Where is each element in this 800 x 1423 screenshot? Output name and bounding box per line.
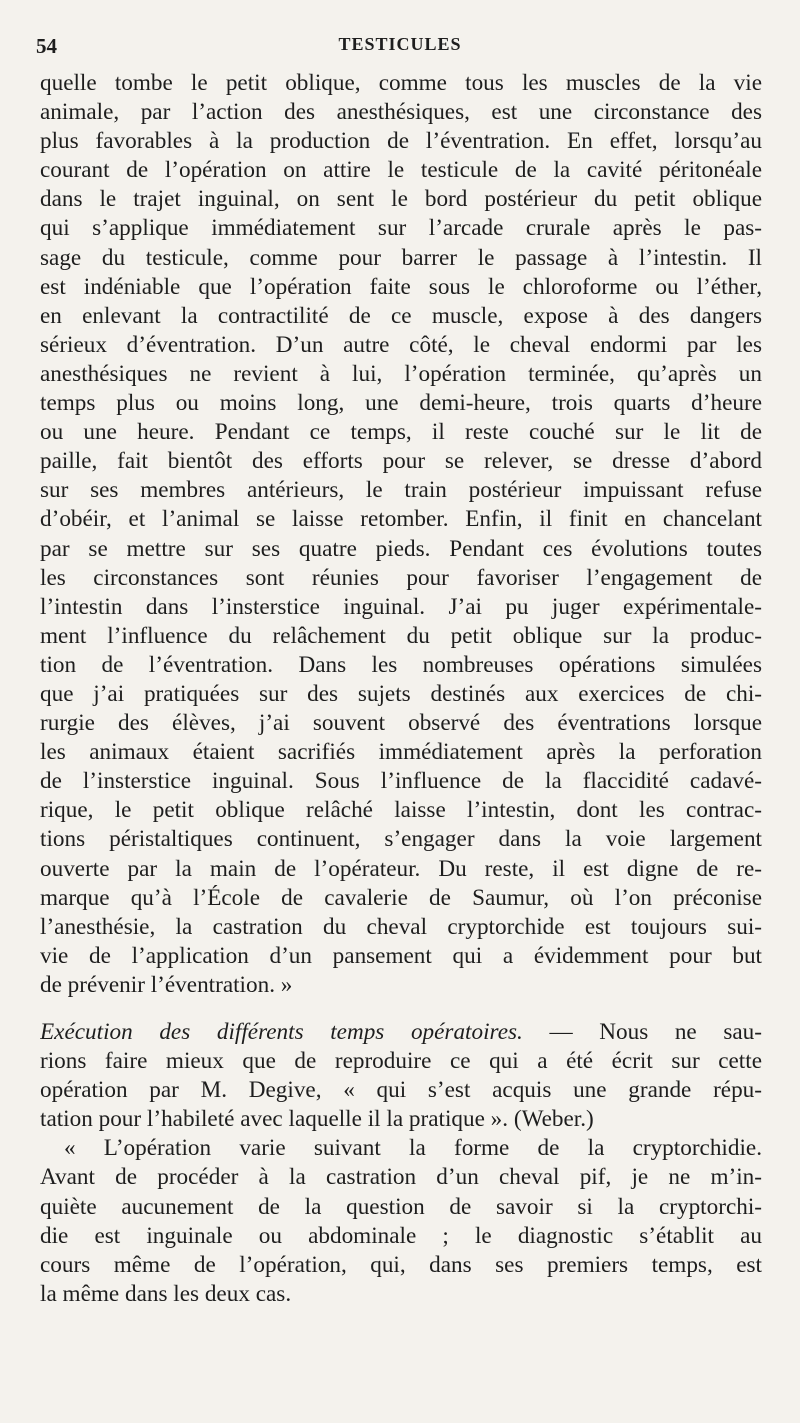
text-line-rest: — Nous ne sau- — [522, 1019, 762, 1045]
text-line: que j’ai pratiquées sur des sujets destinés aux exercices de chi- — [40, 680, 762, 707]
text-line: par se mettre sur ses quatre pieds. Pendant ces évolutions toutes — [40, 535, 762, 562]
text-line: ouverte par la main de l’opérateur. Du reste, il est digne de re- — [40, 855, 762, 882]
text-line: quiète aucunement de la question de savoir si la cryptorchi- — [40, 1193, 762, 1220]
text-line: tation pour l’habileté avec laquelle il la pratique ». (Weber.) — [40, 1106, 594, 1133]
text-line — [40, 1018, 762, 1047]
text-line: animale, par l’action des anesthésiques, est une circonstance des — [40, 99, 762, 126]
text-line: marque qu’à l’École de cavalerie de Saumur, où l’on préconise — [40, 884, 762, 911]
text-line: opération par M. Degive, « qui s’est acquis une grande répu- — [40, 1077, 762, 1104]
text-line: l’anesthésie, la castration du cheval cryptorchide est toujours sui- — [40, 913, 762, 940]
text-line: sage du testicule, comme pour barrer le passage à l’intestin. Il — [40, 244, 762, 271]
text-line: plus favorables à la production de l’éventration. En effet, lorsqu’au — [40, 128, 762, 155]
text-line: en enlevant la contractilité de ce muscle, expose à des dangers — [40, 302, 762, 329]
text-line: cours même de l’opération, qui, dans ses premiers temps, est — [40, 1251, 762, 1278]
section-heading: Exécution des différents temps opératoires. — [40, 1019, 523, 1045]
text-line: de l’insterstice inguinal. Sous l’influence de la flaccidité cadavé- — [40, 768, 762, 795]
text-line: ment l’influence du relâchement du petit oblique sur la produc- — [40, 622, 762, 649]
running-title: TESTICULES — [338, 34, 462, 54]
text-line: anesthésiques ne revient à lui, l’opération terminée, qu’après un — [40, 360, 762, 387]
text-line: est indéniable que l’opération faite sous le chloroforme ou l’éther, — [40, 273, 762, 300]
text-line: die est inguinale ou abdominale ; le diagnostic s’établit au — [40, 1222, 762, 1249]
text-line: tion de l’éventration. Dans les nombreuses opérations simulées — [40, 651, 762, 678]
page-header — [36, 34, 764, 58]
text-line: rurgie des élèves, j’ai souvent observé des éventrations lorsque — [40, 710, 762, 737]
text-line: quelle tombe le petit oblique, comme tous les muscles de la vie — [40, 70, 762, 96]
text-line: d’obéir, et l’animal se laisse retomber. Enfin, il finit en chancelant — [40, 506, 762, 533]
text-line: sur ses membres antérieurs, le train postérieur impuissant refuse — [40, 477, 762, 504]
text-line: l’intestin dans l’insterstice inguinal. J’ai pu juger expérimentale- — [40, 593, 762, 620]
text-line: tions péristaltiques continuent, s’engager dans la voie largement — [40, 826, 762, 853]
text-line: de prévenir l’éventration. » — [40, 971, 293, 998]
text-line: temps plus ou moins long, une demi-heure, trois quarts d’heure — [40, 390, 762, 417]
paragraph-quote-continuation — [40, 69, 762, 1000]
text-line: qui s’applique immédiatement sur l’arcade crurale après le pas- — [40, 215, 762, 242]
text-line: « L’opération varie suivant la forme de la cryptorchidie. — [64, 1135, 762, 1162]
text-line: paille, fait bientôt des efforts pour se relever, se dresse d’abord — [40, 448, 762, 475]
text-line: les animaux étaient sacrifiés immédiatement après la perforation — [40, 739, 762, 766]
text-line: vie de l’application d’un pansement qui a évidemment pour but — [40, 942, 762, 969]
page-number: 54 — [36, 34, 57, 58]
text-line: dans le trajet inguinal, on sent le bord postérieur du petit oblique — [40, 186, 762, 213]
text-line: sérieux d’éventration. D’un autre côté, le cheval endormi par les — [40, 331, 762, 358]
text-line: ou une heure. Pendant ce temps, il reste couché sur le lit de — [40, 419, 762, 446]
text-line: Avant de procéder à la castration d’un cheval pif, je ne m’in- — [40, 1164, 762, 1191]
text-line: rique, le petit oblique relâché laisse l’intestin, dont les contrac- — [40, 797, 762, 824]
text-line: courant de l’opération on attire le testicule de la cavité péritonéale — [40, 157, 762, 184]
paragraph-execution — [40, 1018, 762, 1309]
text-line: la même dans les deux cas. — [40, 1280, 292, 1307]
text-line: rions faire mieux que de reproduire ce qui a été écrit sur cette — [40, 1048, 762, 1075]
text-line: les circonstances sont réunies pour favoriser l’engagement de — [40, 564, 762, 591]
